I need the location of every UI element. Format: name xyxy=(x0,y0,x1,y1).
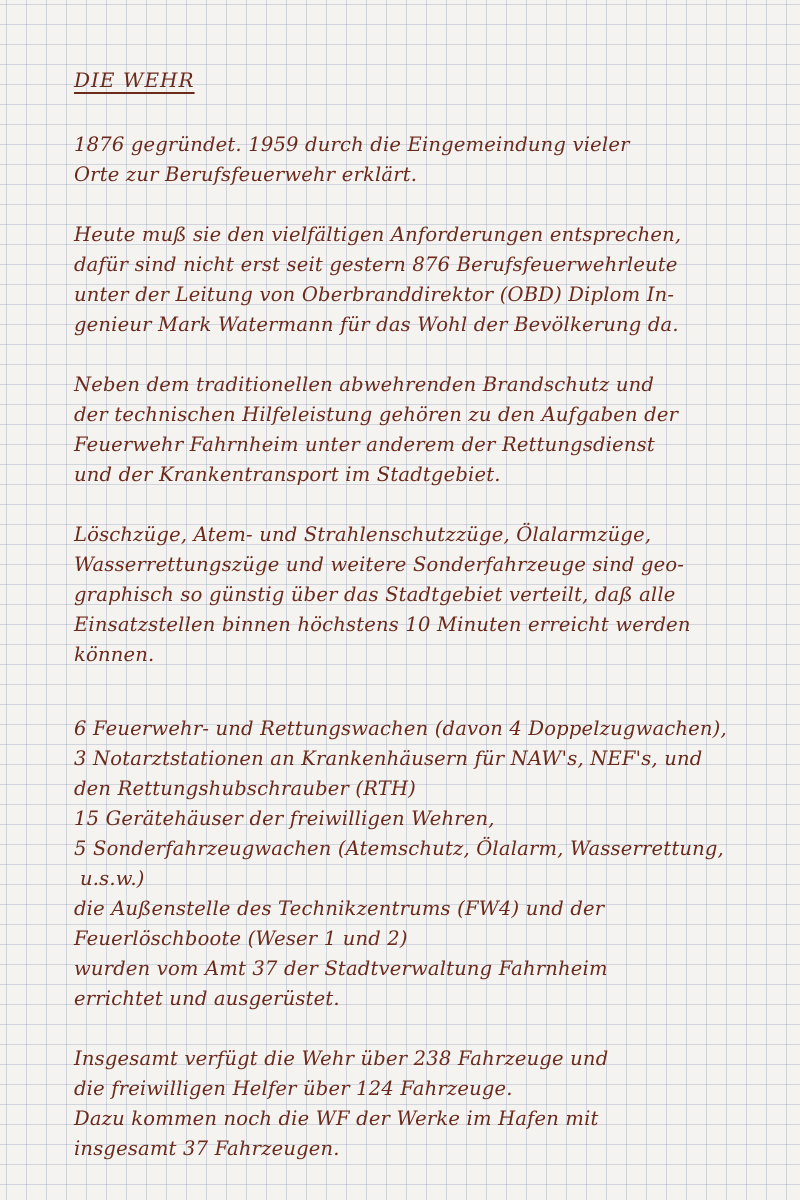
text-line: dafür sind nicht erst seit gestern 876 Berufsfeuerwehrleute xyxy=(74,253,678,276)
spacer xyxy=(74,670,790,714)
text-line: unter der Leitung von Oberbranddirektor (OBD) Diplom In- xyxy=(74,283,675,306)
text-line: graphisch so günstig über das Stadtgebiet verteilt, daß alle xyxy=(74,583,676,606)
paragraph-units xyxy=(74,520,790,670)
spacer xyxy=(74,190,790,220)
text-line: Neben dem traditionellen abwehrenden Brandschutz und xyxy=(74,373,655,396)
spacer xyxy=(74,490,790,520)
text-line: Feuerwehr Fahrnheim unter anderem der Rettungsdienst xyxy=(74,433,655,456)
text-line: 3 Notarztstationen an Krankenhäusern für NAW's, NEF's, und xyxy=(74,747,703,770)
text-line: genieur Mark Watermann für das Wohl der Bevölkerung da. xyxy=(74,313,679,336)
text-line: Wasserrettungszüge und weitere Sonderfahrzeuge sind geo- xyxy=(74,553,685,576)
paragraph-tasks xyxy=(74,370,790,490)
text-line: 1876 gegründet. 1959 durch die Eingemeindung vieler xyxy=(74,133,630,156)
page-title: DIE WEHR xyxy=(74,68,195,92)
text-line: Dazu kommen noch die WF der Werke im Hafen mit xyxy=(74,1107,599,1130)
text-line: Einsatzstellen binnen höchstens 10 Minuten erreicht werden xyxy=(74,613,691,636)
spacer xyxy=(74,100,790,130)
text-line: Insgesamt verfügt die Wehr über 238 Fahrzeuge und xyxy=(74,1047,609,1070)
paragraph-today xyxy=(74,220,790,340)
text-line: Löschzüge, Atem- und Strahlenschutzzüge, Ölalarmzüge, xyxy=(74,523,652,546)
paragraph-stations xyxy=(74,714,790,1014)
text-line: können. xyxy=(74,643,155,666)
text-line: u.s.w.) xyxy=(80,867,145,890)
text-line: 15 Gerätehäuser der freiwilligen Wehren, xyxy=(74,807,495,830)
spacer xyxy=(74,340,790,370)
paragraph-vehicles xyxy=(74,1044,790,1164)
text-line: Heute muß sie den vielfältigen Anforderungen entsprechen, xyxy=(74,223,682,246)
text-line: insgesamt 37 Fahrzeugen. xyxy=(74,1137,340,1160)
paragraph-founding xyxy=(74,130,790,190)
spacer xyxy=(74,1014,790,1044)
text-line: Orte zur Berufsfeuerwehr erklärt. xyxy=(74,163,418,186)
text-line: 5 Sonderfahrzeugwachen (Atemschutz, Ölalarm, Wasserrettung, xyxy=(74,837,724,860)
text-line: die Außenstelle des Technikzentrums (FW4) und der xyxy=(74,897,605,920)
text-line: den Rettungshubschrauber (RTH) xyxy=(74,777,416,800)
text-line: und der Krankentransport im Stadtgebiet. xyxy=(74,463,501,486)
text-line: der technischen Hilfeleistung gehören zu den Aufgaben der xyxy=(74,403,679,426)
text-line: errichtet und ausgerüstet. xyxy=(74,987,340,1010)
text-line: 6 Feuerwehr- und Rettungswachen (davon 4 Doppelzugwachen), xyxy=(74,717,727,740)
text-line: wurden vom Amt 37 der Stadtverwaltung Fahrnheim xyxy=(74,957,608,980)
text-line: die freiwilligen Helfer über 124 Fahrzeuge. xyxy=(74,1077,513,1100)
handwritten-page xyxy=(74,60,790,1164)
text-line: Feuerlöschboote (Weser 1 und 2) xyxy=(74,927,408,950)
